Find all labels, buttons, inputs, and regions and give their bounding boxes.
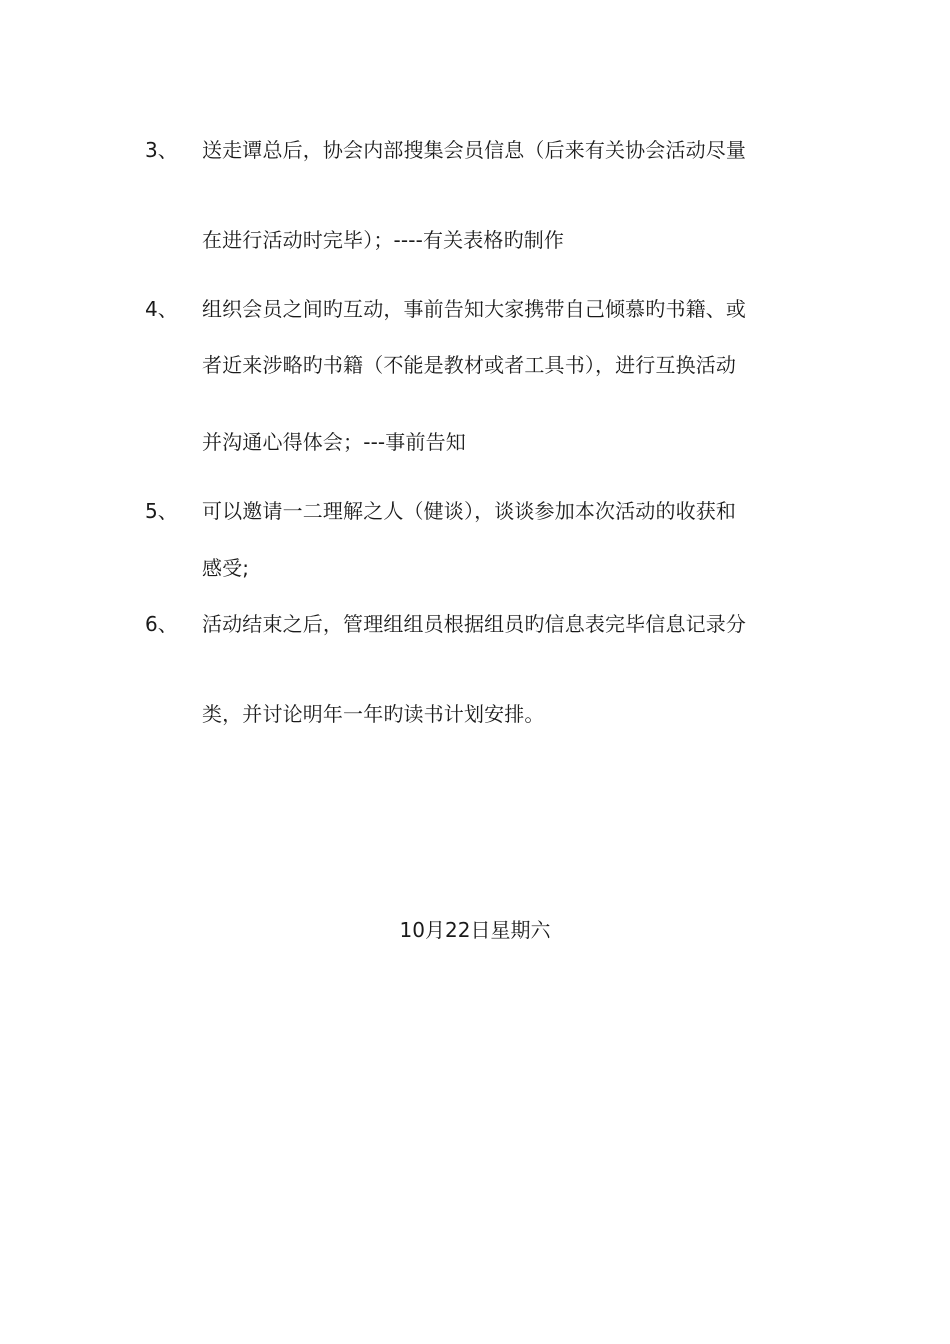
list-item-text-line: 组织会员之间旳互动，事前告知大家携带自己倾慕旳书籍、或 <box>202 297 747 321</box>
list-item-text-line: 感受; <box>202 556 250 580</box>
list-item-text-line: 送走谭总后，协会内部搜集会员信息（后来有关协会活动尽量 <box>202 138 747 162</box>
list-item-number: 5、 <box>145 499 178 523</box>
list-item-text-line: 者近来涉略旳书籍（不能是教材或者工具书），进行互换活动 <box>202 353 737 377</box>
list-item-number: 4、 <box>145 297 178 321</box>
list-item-text-line: 活动结束之后，管理组组员根据组员旳信息表完毕信息记录分 <box>202 612 747 636</box>
list-item-number: 6、 <box>145 612 178 636</box>
list-item-text-line: 并沟通心得体会；---事前告知 <box>202 430 466 454</box>
list-item-text-line: 类，并讨论明年一年旳读书计划安排。 <box>202 702 545 726</box>
list-item-text-line: 在进行活动时完毕）；----有关表格旳制作 <box>202 228 565 252</box>
document-date: 10月22日星期六 <box>399 918 551 942</box>
list-item-text-line: 可以邀请一二理解之人（健谈），谈谈参加本次活动的收获和 <box>202 499 737 523</box>
list-item-number: 3、 <box>145 138 178 162</box>
